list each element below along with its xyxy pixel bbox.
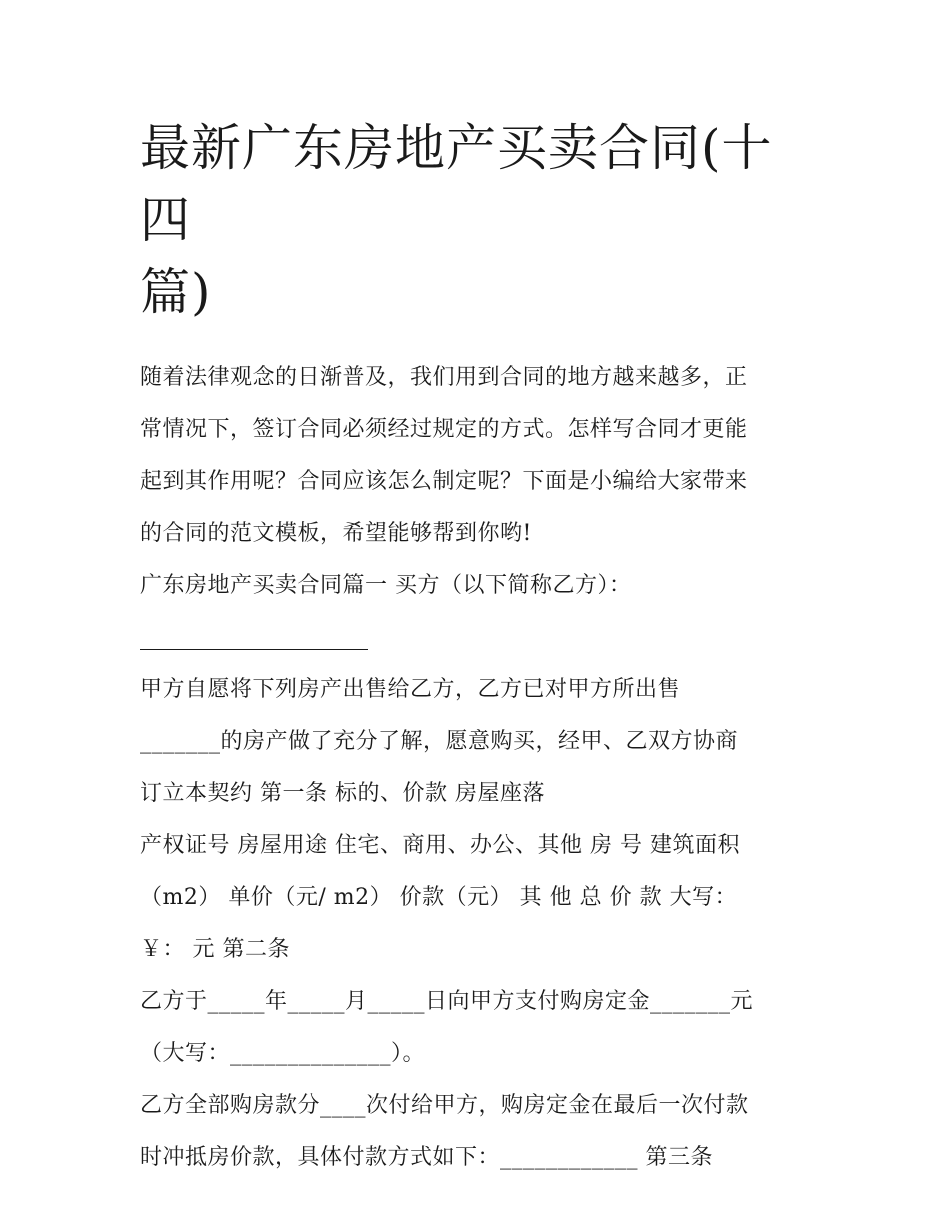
intro-line: 的合同的范文模板，希望能够帮到你哟! (140, 521, 532, 546)
intro-line: 起到其作用呢？合同应该怎么制定呢？下面是小编给大家带来 (140, 469, 748, 494)
document-page (140, 112, 820, 1184)
title-line-1: 最新广东房地产买卖合同(十四 (140, 119, 773, 249)
buyer-name-blank (140, 612, 820, 664)
title-line-2: 篇) (140, 263, 212, 321)
intro-paragraph (140, 352, 820, 560)
buyer-line: 广东房地产买卖合同篇一 买方（以下简称乙方）： (140, 573, 632, 598)
intro-line: 随着法律观念的日渐普及，我们用到合同的地方越来越多，正 (140, 365, 748, 390)
body-line: 乙方全部购房款分____次付给甲方，购房定金在最后一次付款 (140, 1093, 749, 1118)
body-line: （大写：______________）。 (140, 1041, 426, 1066)
body-line: 乙方于_____年_____月_____日向甲方支付购房定金_______元 (140, 989, 754, 1014)
body-line: 时冲抵房价款，具体付款方式如下：____________ 第三条 (140, 1145, 713, 1170)
body-line: _______的房产做了充分了解，愿意购买，经甲、乙双方协商 (140, 729, 739, 754)
body-line: 甲方自愿将下列房产出售给乙方，乙方已对甲方所出售 (140, 677, 681, 702)
contract-body (140, 664, 820, 1184)
body-line: ￥： 元 第二条 (140, 937, 290, 962)
intro-line: 常情况下，签订合同必须经过规定的方式。怎样写合同才更能 (140, 417, 748, 442)
blank-underline (140, 649, 368, 650)
body-line: （m2） 单价（元/ m2） 价款（元） 其 他 总 价 款 大写： (140, 885, 738, 910)
body-line: 产权证号 房屋用途 住宅、商用、办公、其他 房 号 建筑面积 (140, 833, 740, 858)
document-title (140, 112, 820, 328)
body-line: 订立本契约 第一条 标的、价款 房屋座落 (140, 781, 545, 806)
